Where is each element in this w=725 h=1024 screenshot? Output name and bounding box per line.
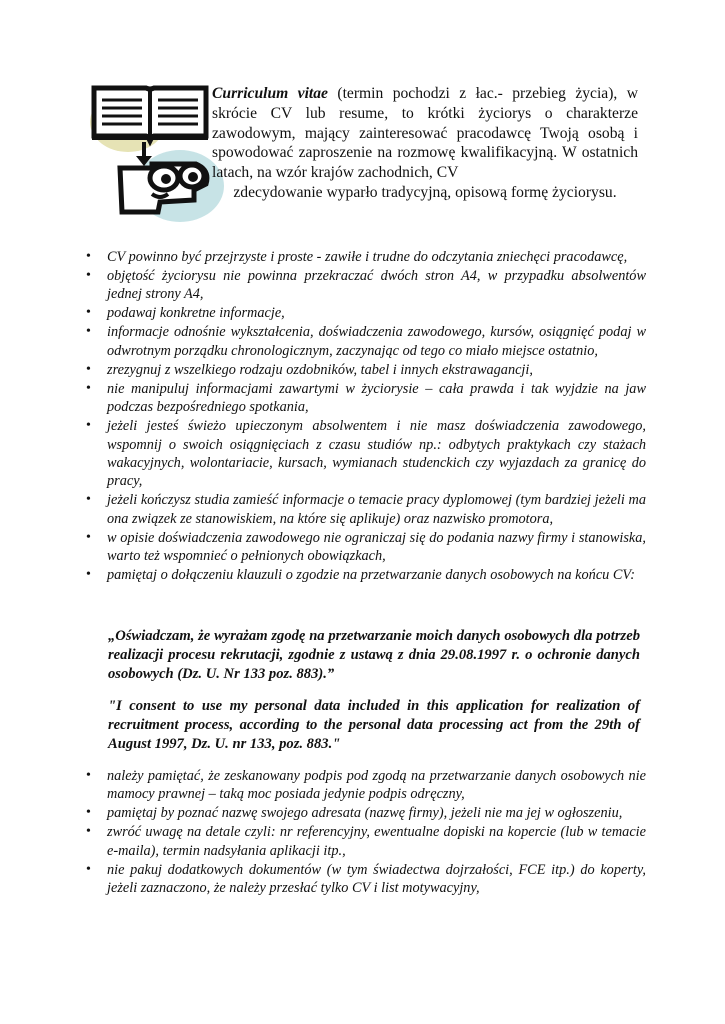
tips-list-1 [86,248,646,585]
list-item: • pamiętaj o dołączeniu klauzuli o zgodzie na przetwarzanie danych osobowych na końcu CV: [86,567,635,584]
bullet-icon: • [86,529,91,545]
consent-clause-polish: „Oświadczam, że wyrażam zgodę na przetwarzanie moich danych osobowych dla potrzeb realizacji procesu rekrutacji, zgodnie z ustawą z dnia 29.08.1997 r. o ochronie danych osobowych (Dz. U. Nr 133 poz. 883).” [108,628,640,682]
list-item: • zwróć uwagę na detale czyli: nr referencyjny, ewentualne dopiski na kopercie (lub w temacie e-maila), termin nadsyłania aplikacji itp., [86,824,646,859]
intro-paragraph [212,84,638,203]
intro-last-line: zdecydowanie wyparło tradycyjną, opisową formę życiorysu. [233,183,617,201]
bullet-icon: • [86,567,91,583]
intro-term: Curriculum vitae [212,85,328,102]
list-item: • pamiętaj by poznać nazwę swojego adresata (nazwę firmy), jeżeli nie ma jej w ogłoszeniu, [86,805,623,822]
list-item: • nie pakuj dodatkowych dokumentów (w tym świadectwa dojrzałości, FCE itp.) do koperty, jeżeli zaznaczono, że należy przesłać tylko CV i list motywacyjny, [86,861,646,897]
bullet-icon: • [86,305,91,321]
bullet-icon: • [86,768,91,783]
bullet-icon: • [86,249,91,264]
intro-body: (termin pochodzi z łac.- przebieg życia), w skrócie CV lub resume, to krótki życiorys o charakterze zawodowym, mający zainteresować pracodawcę Twoją osobą i spowodować zaproszenie na rozmowę kwalifikacyjną. W ostatnich latach, na wzór krajów zachodnich, CV [212,85,638,182]
bullet-icon: • [86,418,91,434]
bullet-icon: • [86,805,91,821]
bullet-icon: • [86,824,91,840]
bullet-icon: • [86,492,91,508]
list-item: • CV powinno być przejrzyste i proste - zawiłe i trudne do odczytania zniechęci pracodawcę, [86,249,628,265]
list-item: • zrezygnuj z wszelkiego rodzaju ozdobników, tabel i innych ekstrawagancji, [86,361,533,378]
consent-clause-english: "I consent to use my personal data included in this application for realization of recruitment process, according to the personal data processing act from the 29th of August 1997, Dz. U. nr 133, poz. 883." [108,698,640,752]
list-item: • w opisie doświadczenia zawodowego nie ograniczaj się do podania nazwy firmy i stanowiska, warto też wspomnieć o pełnionych obowiązkach, [86,529,646,565]
list-item: • jeżeli kończysz studia zamieść informacje o temacie pracy dyplomowej (tym bardziej jeżeli ma ona związek ze stanowiskiem, na które się aplikuje) oraz nazwisko promotora, [86,492,646,527]
list-item: • objętość życiorysu nie powinna przekraczać dwóch stron A4, w przypadku absolwentów jednej strony A4, [86,268,646,303]
tips-list-2 [86,767,646,898]
bullet-icon: • [86,268,91,283]
list-item: • nie manipuluj informacjami zawartymi w życiorysie – cała prawda i tak wyjdzie na jaw podczas bezpośredniego spotkania, [86,380,646,416]
list-item: • podawaj konkretne informacje, [86,305,285,322]
bullet-icon: • [86,861,91,877]
list-item: • należy pamiętać, że zeskanowany podpis pod zgodą na przetwarzanie danych osobowych nie mamocy prawnej – taką moc posiada jedynie podpis odręczny, [86,768,646,803]
book-reader-clipart-icon [84,78,224,228]
bullet-icon: • [86,361,91,377]
bullet-icon: • [86,324,91,340]
list-item: • jeżeli jesteś świeżo upieczonym absolwentem i nie masz doświadczenia zawodowego, wspomnij o swoich osiągnięciach z czasu studiów np.: odbytych praktykach czy stażach wakacyjnych, wolontariacie, kursach, wymianach studenckich czy wyjazdach za granicę do pracy, [86,418,646,490]
bullet-icon: • [86,380,91,396]
list-item: • informacje odnośnie wykształcenia, doświadczenia zawodowego, kursów, osiągnięć podaj w odwrotnym porządku chronologicznym, zaczynając od tego co miało miejsce ostatnio, [86,324,646,359]
